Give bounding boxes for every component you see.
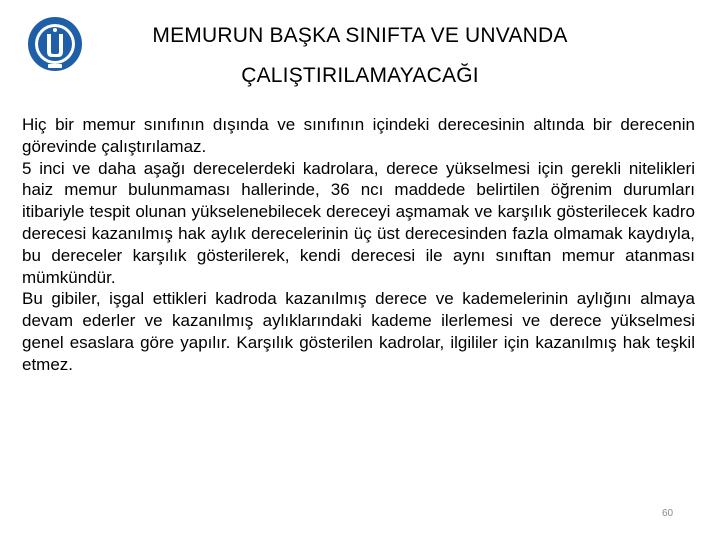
body-paragraph-1: Hiç bir memur sınıfının dışında ve sınıfının içindeki derecesinin altında bir derecenin görevinde çalıştırılamaz. (22, 115, 695, 156)
page-number: 60 (662, 508, 674, 519)
slide-title-line-2: ÇALIŞTIRILAMAYACAĞI (241, 64, 479, 87)
slide-title-line-1: MEMURUN BAŞKA SINIFTA VE UNVANDA (152, 24, 568, 47)
slide-body (22, 114, 695, 376)
body-paragraph-2: 5 inci ve daha aşağı derecelerdeki kadrolara, derece yükselmesi için gerekli nitelikleri haiz memur bulunmaması hallerinde, 36 ncı maddede belirtilen öğrenim durumları itibariyle tespit olunan yükselenebilecek dereceyi aşmamak ve karşılık gösterilecek kadro derecesi kazanılmış hak aylık derecelerinin üç üst derecesinden fazla olmamak kaydıyla, bu dereceler karşılık gösterilerek, kendi derecesi ile aynı sınıftan memur atanması mümkündür. (22, 158, 695, 287)
body-paragraph-3: Bu gibiler, işgal ettikleri kadroda kazanılmış derece ve kademelerinin aylığını almaya devam ederler ve kazanılmış aylıklarındaki kademe ilerlemesi ve derece yükselmesi genel esaslara göre yapılır. Karşılık gösterilen kadrolar, ilgililer için kazanılmış hak teşkil etmez. (22, 289, 695, 374)
